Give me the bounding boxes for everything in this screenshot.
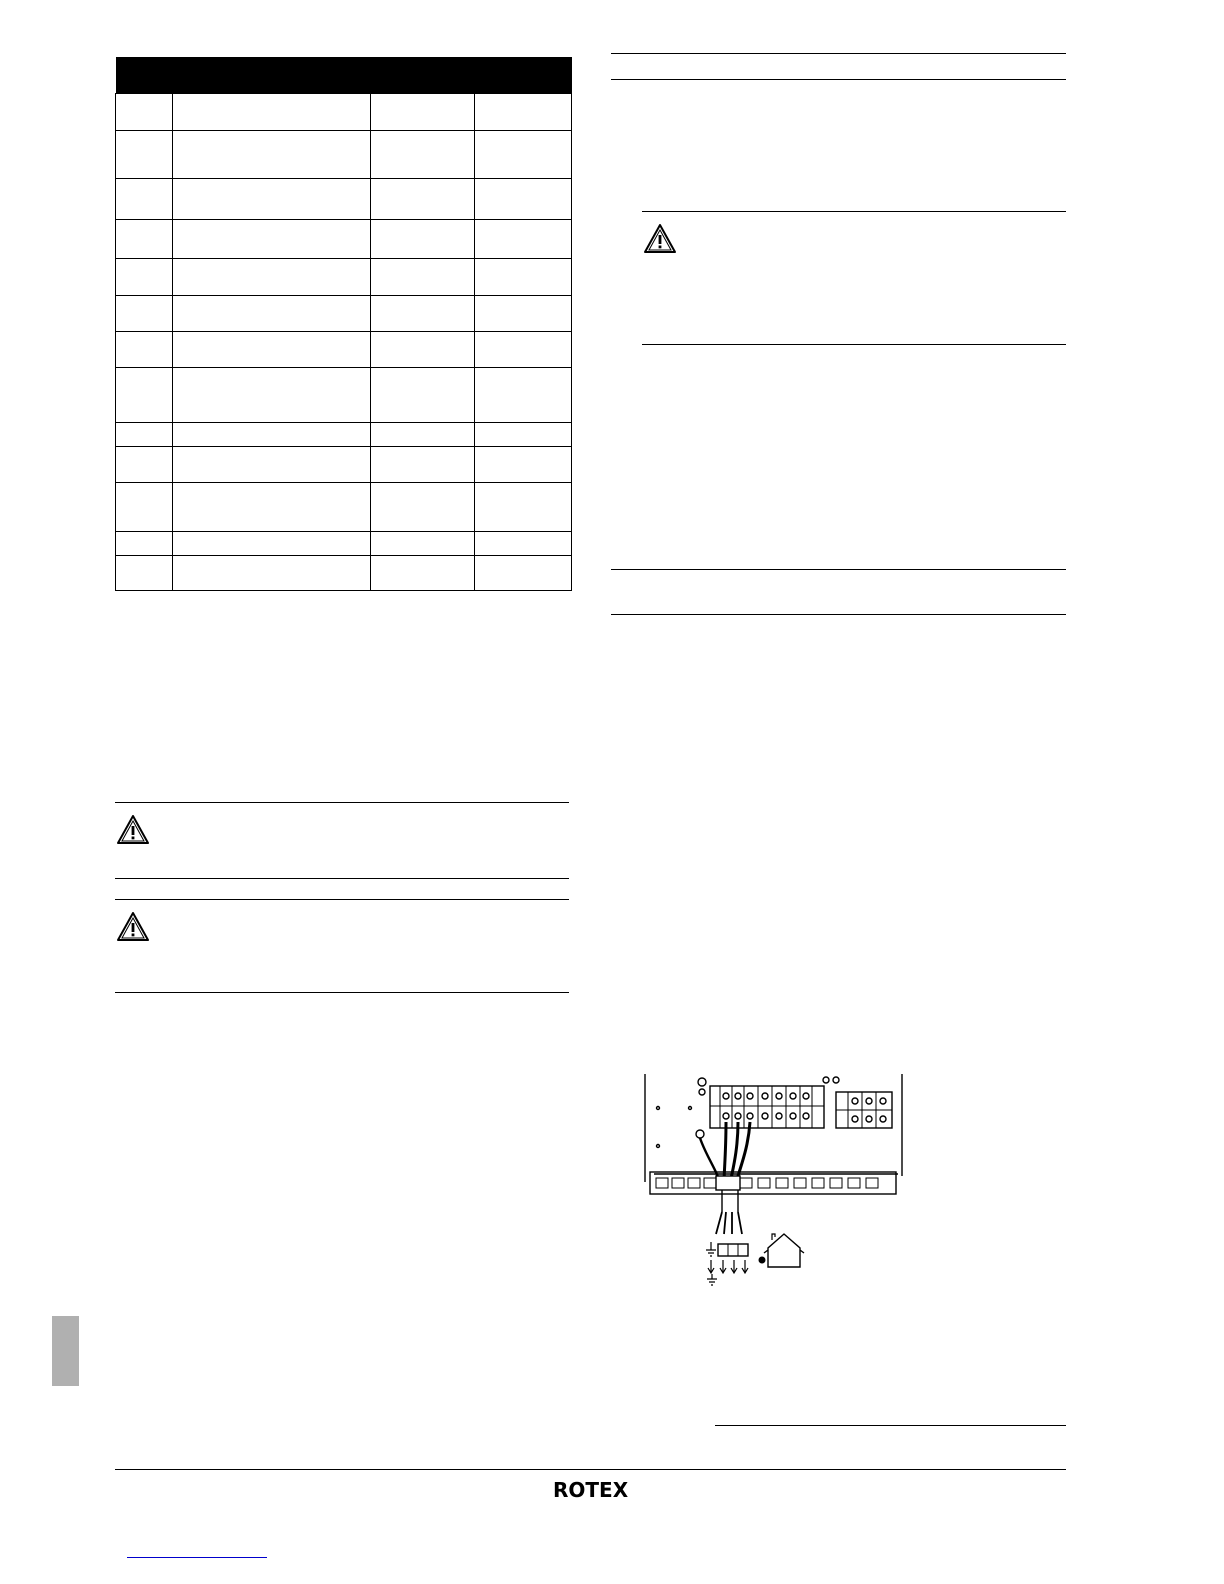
- footer-rule: [115, 1469, 1066, 1470]
- cell: [173, 368, 370, 423]
- divider: [115, 992, 569, 993]
- cell: [370, 368, 474, 423]
- cell: [173, 423, 370, 447]
- cell: [173, 94, 370, 131]
- cell: [173, 483, 370, 532]
- table-row: [116, 296, 572, 332]
- cell: [173, 556, 370, 591]
- spec-table: [115, 57, 572, 591]
- divider: [115, 802, 569, 803]
- cell: [116, 179, 173, 220]
- table-row: [116, 423, 572, 447]
- cell: [474, 447, 571, 483]
- cell: [116, 332, 173, 368]
- cell: [474, 532, 571, 556]
- divider: [115, 878, 569, 879]
- cell: [173, 220, 370, 259]
- cell: [370, 556, 474, 591]
- divider: [115, 899, 569, 900]
- cell: [474, 483, 571, 532]
- divider: [642, 211, 1066, 212]
- cell: [370, 483, 474, 532]
- table-row: [116, 447, 572, 483]
- cell: [173, 179, 370, 220]
- cell: [116, 368, 173, 423]
- wiring-diagram-icon: [640, 1072, 910, 1292]
- cell: [173, 332, 370, 368]
- cell: [173, 532, 370, 556]
- cell: [370, 332, 474, 368]
- cell: [370, 423, 474, 447]
- cell: [116, 423, 173, 447]
- header-cell: [474, 57, 571, 94]
- cell: [116, 532, 173, 556]
- spec-table-header: [116, 57, 572, 94]
- cell: [474, 296, 571, 332]
- side-tab: [52, 1316, 79, 1386]
- cell: [474, 423, 571, 447]
- warning-triangle-icon: [116, 814, 150, 846]
- cell: [116, 259, 173, 296]
- table-row: [116, 483, 572, 532]
- warning-triangle-icon: [116, 911, 150, 943]
- cell: [474, 131, 571, 179]
- section-rule: [611, 569, 1066, 570]
- cell: [370, 296, 474, 332]
- section-rule-top: [611, 53, 1066, 54]
- cell: [370, 179, 474, 220]
- footer-link-underline[interactable]: [127, 1557, 267, 1558]
- table-row: [116, 532, 572, 556]
- header-cell: [173, 57, 370, 94]
- cell: [173, 259, 370, 296]
- cell: [116, 131, 173, 179]
- table-row: [116, 94, 572, 131]
- cell: [173, 296, 370, 332]
- cell: [173, 131, 370, 179]
- table-row: [116, 220, 572, 259]
- cell: [474, 368, 571, 423]
- cell: [370, 259, 474, 296]
- cell: [474, 259, 571, 296]
- table-row: [116, 332, 572, 368]
- cell: [116, 556, 173, 591]
- cell: [474, 332, 571, 368]
- table-row: [116, 556, 572, 591]
- divider: [642, 344, 1066, 345]
- cell: [474, 94, 571, 131]
- cell: [116, 483, 173, 532]
- table-row: [116, 368, 572, 423]
- cell: [370, 447, 474, 483]
- brand-logo: ROTEX: [553, 1478, 629, 1502]
- header-cell: [370, 57, 474, 94]
- header-cell: [116, 57, 173, 94]
- cell: [116, 447, 173, 483]
- section-rule: [611, 614, 1066, 615]
- cell: [474, 556, 571, 591]
- cell: [370, 94, 474, 131]
- warning-triangle-icon: [643, 223, 677, 255]
- cell: [370, 220, 474, 259]
- cell: [116, 296, 173, 332]
- cell: [116, 220, 173, 259]
- cell: [173, 447, 370, 483]
- cell: [474, 179, 571, 220]
- cell: [116, 94, 173, 131]
- cell: [474, 220, 571, 259]
- divider: [715, 1425, 1066, 1426]
- cell: [370, 532, 474, 556]
- table-row: [116, 259, 572, 296]
- table-row: [116, 131, 572, 179]
- section-rule: [611, 79, 1066, 80]
- cell: [370, 131, 474, 179]
- table-row: [116, 179, 572, 220]
